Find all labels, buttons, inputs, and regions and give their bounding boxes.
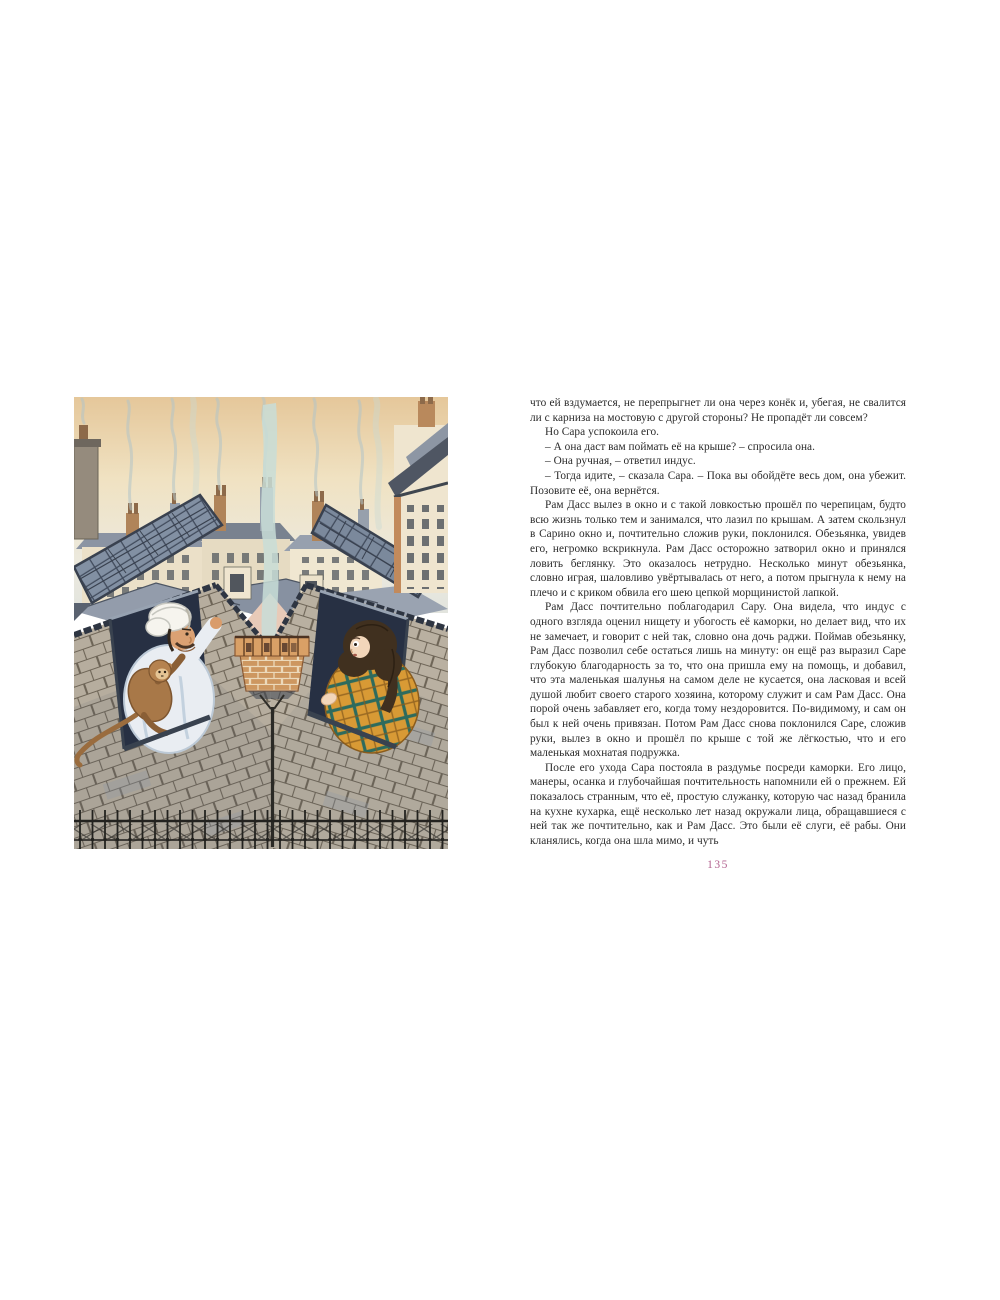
- brick-chimney: [235, 637, 309, 699]
- left-chimney-stack: [74, 425, 101, 539]
- right-corner-building: [388, 397, 448, 593]
- right-page: [530, 396, 906, 896]
- iron-railing: [74, 810, 448, 849]
- paragraph: – Тогда идите, – сказала Сара. – Пока вы обойдёте весь дом, она убежит. Позовите её, она вернётся.: [530, 469, 906, 497]
- left-page: [74, 397, 448, 849]
- page-number: 135: [707, 859, 729, 871]
- paragraph: После его ухода Сара постояла в раздумье посреди каморки. Его лицо, манеры, осанка и глубочайшая почтительность напомнили ей о прежнем. Ей показалось странным, что её, простую служанку, которую час назад бранила на кухне кухарка, ещё несколько лет назад окружали лица, обращавшиеся с ней так же почтительно, как и Рам Дасс. Это были её слуги, её рабы. Они кланялись, когда она шла мимо, и чуть: [530, 761, 906, 847]
- paragraph: что ей вздумается, не перепрыгнет ли она через конёк и, убегая, не свалится ли с карниза на мостовую с другой стороны? Не пропадёт ли совсем?: [530, 397, 906, 424]
- paragraph: Но Сара успокоила его.: [545, 426, 660, 439]
- rooftop-illustration: [74, 397, 448, 849]
- paragraph: – А она даст вам поймать её на крыше? – спросила она.: [545, 440, 815, 453]
- paragraph: – Она ручная, – ответил индус.: [545, 455, 696, 468]
- paragraph: Рам Дасс почтительно поблагодарил Сару. Она видела, что индус с одного взгляда оценил нищету и убогость её каморки, но делает вид, что их не замечает, и говорит с ней так, словно она дочь раджи. Поймав обезьянку, Рам Дасс позволил себе остаться лишь на минуту: он ещё раз выразил Саре глубокую благодарность за то, что она пришла ему на помощь, и добавил, что эта маленькая шалунья на самом деле не кусается, она ласковая и всей душой любит своего старого хозяина, которому служит и сам Рам Дасс. Она порой очень забавляет его, когда тому нездоровится. По-видимому, и сам он был к ней очень привязан. Потом Рам Дасс снова поклонился Саре, сложив руки, вылез в окно и прошёл по крыше с той же лёгкостью, что и его маленькая мохнатая подружка.: [530, 601, 906, 760]
- page-text: [530, 396, 906, 848]
- paragraph: Рам Дасс вылез в окно и с такой ловкостью прошёл по черепицам, будто всю жизнь только тем и занимался, что лазил по крышам. А затем скользнул в Сарино окно и, почтительно сложив руки, поклонился. Обезьянка, увидев его, негромко вскрикнула. Рам Дасс осторожно затворил окно и принялся ловить беглянку. Это оказалось нетрудно. Несколько минут обезьянка, словно играя, шаловливо увёртывалась от него, а потом прыгнула к нему на плечо и с криком обвила его шею цепкой морщинистой лапкой.: [530, 499, 906, 599]
